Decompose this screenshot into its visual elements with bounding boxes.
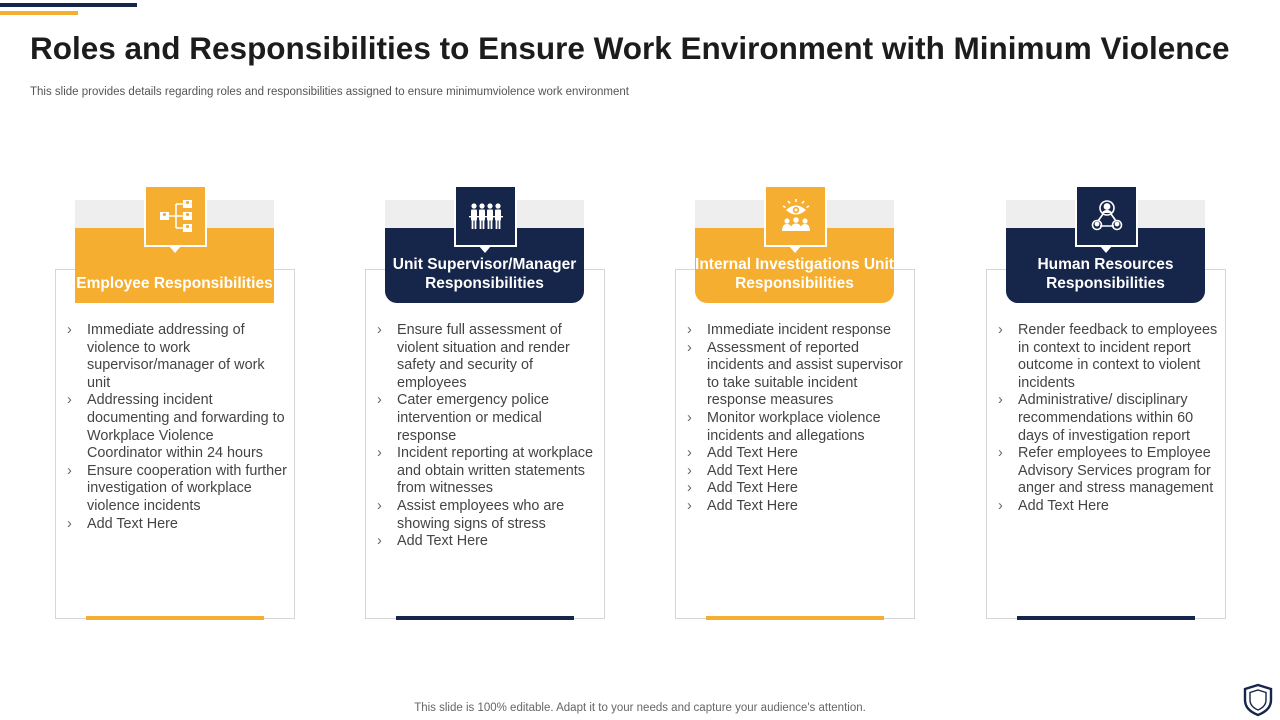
card-internal-investigations	[675, 185, 915, 619]
eye-monitoring-people-icon	[764, 185, 827, 247]
icon-pointer	[1100, 246, 1112, 253]
responsibility-list	[998, 322, 1220, 516]
list-item: › Add Text Here	[687, 498, 909, 516]
list-item: › Add Text Here	[67, 516, 289, 534]
list-item: › Add Text Here	[687, 445, 909, 463]
list-item: › Add Text Here	[998, 498, 1220, 516]
list-item: › Add Text Here	[377, 533, 599, 551]
list-item: › Render feedback to employees in context to incident report outcome in context to violent incidents	[998, 322, 1220, 392]
card-employee	[55, 185, 295, 619]
card-bottom-bar	[396, 616, 574, 620]
list-item: › Incident reporting at workplace and obtain written statements from witnesses	[377, 445, 599, 498]
icon-pointer	[479, 246, 491, 253]
list-item: › Immediate addressing of violence to work supervisor/manager of work unit	[67, 322, 289, 392]
hr-network-icon	[1075, 185, 1138, 247]
slide-subtitle: This slide provides details regarding roles and responsibilities assigned to ensure minimumviolence work environment	[30, 86, 629, 98]
card-bottom-bar	[1017, 616, 1195, 620]
list-item: › Cater emergency police intervention or medical response	[377, 392, 599, 445]
shield-logo-icon	[1242, 683, 1274, 717]
responsibility-list	[67, 322, 289, 533]
card-bottom-bar	[706, 616, 884, 620]
team-group-icon	[454, 185, 517, 247]
list-item: › Assessment of reported incidents and assist supervisor to take suitable incident response measures	[687, 340, 909, 410]
list-item: › Add Text Here	[687, 480, 909, 498]
list-item: › Refer employees to Employee Advisory Services program for anger and stress management	[998, 445, 1220, 498]
top-accent-bar-gold	[0, 11, 78, 15]
card-unit-supervisor	[365, 185, 605, 619]
icon-pointer	[169, 246, 181, 253]
card-bottom-bar	[86, 616, 264, 620]
card-heading: Human Resources Responsibilities	[1006, 228, 1205, 303]
responsibility-list	[687, 322, 909, 516]
list-item: › Administrative/ disciplinary recommendations within 60 days of investigation report	[998, 392, 1220, 445]
responsibility-list	[377, 322, 599, 551]
card-heading: Internal Investigations Unit Responsibilities	[695, 228, 894, 303]
list-item: › Addressing incident documenting and forwarding to Workplace Violence Coordinator within 24 hours	[67, 392, 289, 462]
list-item: › Immediate incident response	[687, 322, 909, 340]
card-heading: Employee Responsibilities	[75, 228, 274, 303]
top-accent-bar-navy	[0, 3, 137, 7]
list-item: › Ensure full assessment of violent situation and render safety and security of employees	[377, 322, 599, 392]
list-item: › Add Text Here	[687, 463, 909, 481]
list-item: › Monitor workplace violence incidents and allegations	[687, 410, 909, 445]
slide-footer: This slide is 100% editable. Adapt it to your needs and capture your audience's attention.	[414, 702, 866, 714]
list-item: › Assist employees who are showing signs of stress	[377, 498, 599, 533]
org-chart-people-icon	[144, 185, 207, 247]
card-heading: Unit Supervisor/Manager Responsibilities	[385, 228, 584, 303]
icon-pointer	[789, 246, 801, 253]
slide-title: Roles and Responsibilities to Ensure Work Environment with Minimum Violence	[30, 30, 1230, 66]
list-item: › Ensure cooperation with further investigation of workplace violence incidents	[67, 463, 289, 516]
card-human-resources	[986, 185, 1226, 619]
